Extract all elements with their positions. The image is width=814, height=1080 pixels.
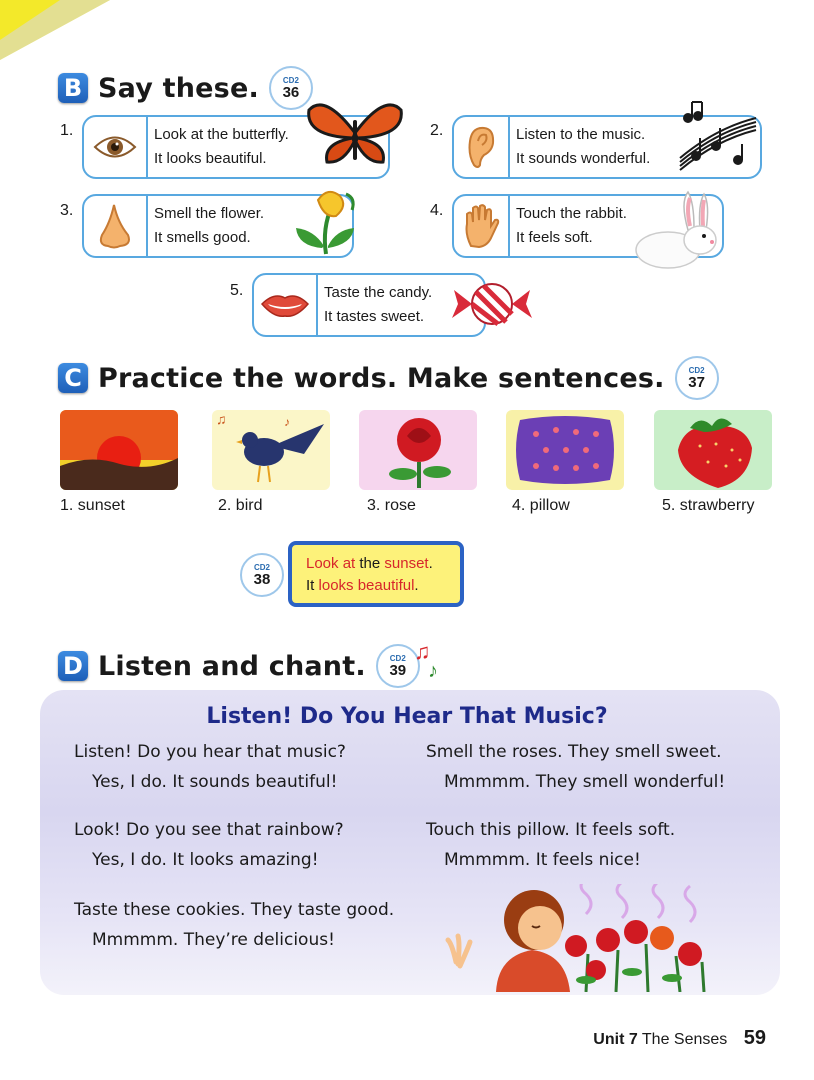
chant-line: Mmmmm. They smell wonderful! [444, 772, 726, 792]
section-d-title: Listen and chant. [98, 650, 366, 682]
say-item-2: Listen to the music. It sounds wonderful. [452, 115, 762, 179]
music-notes-icon [414, 637, 448, 681]
section-b-header [58, 66, 313, 110]
word-caption: 3. rose [367, 497, 416, 514]
section-c-letter: C [58, 363, 88, 393]
section-d-letter: D [58, 651, 88, 681]
chant-line: Mmmmm. It feels nice! [444, 850, 641, 870]
say-item-1: Look at the butterfly. It looks beautiful. [82, 115, 390, 179]
svg-text:♫: ♫ [216, 411, 227, 427]
chant-line: Yes, I do. It looks amazing! [92, 850, 319, 870]
bird-image [212, 410, 330, 490]
section-b-title: Say these. [98, 72, 259, 104]
cd-track-badge[interactable]: CD2 36 [269, 66, 313, 110]
chant-line: Listen! Do you hear that music? [74, 742, 346, 762]
rose-image [359, 410, 477, 490]
section-d-header [58, 639, 448, 688]
chant-line: Smell the roses. They smell sweet. [426, 742, 722, 762]
say-item-5: Taste the candy. It tastes sweet. [252, 273, 486, 337]
cd-track-badge[interactable]: CD2 38 [240, 553, 284, 597]
pillow-image [506, 410, 624, 490]
word-caption: 2. bird [218, 497, 263, 514]
item-number: 3. [60, 202, 74, 219]
chant-line: Mmmmm. They’re delicious! [92, 930, 335, 950]
page-footer [593, 1027, 766, 1050]
cd-track-badge[interactable]: CD2 39 [376, 644, 420, 688]
say-item-4: Touch the rabbit. It feels soft. [452, 194, 724, 258]
section-c-header [58, 356, 719, 400]
ear-icon [466, 125, 496, 169]
section-c-title: Practice the words. Make sentences. [98, 362, 665, 394]
flower-image [292, 188, 358, 256]
eye-icon [93, 132, 137, 162]
section-b-letter: B [58, 73, 88, 103]
svg-text:♫: ♫ [413, 639, 431, 664]
cd-track-badge[interactable]: CD2 37 [675, 356, 719, 400]
chant-line: Taste these cookies. They taste good. [74, 900, 395, 920]
model-sentence-box: Look at the sunset. It looks beautiful. [288, 541, 464, 607]
item-number: 2. [430, 122, 444, 139]
svg-text:♪: ♪ [284, 415, 290, 429]
svg-text:♪: ♪ [427, 660, 438, 681]
unit-label: Unit 7 [593, 1031, 638, 1048]
girl-smelling-roses-image [436, 884, 736, 992]
rabbit-image [632, 188, 724, 270]
chant-line: Yes, I do. It sounds beautiful! [92, 772, 338, 792]
chant-title: Listen! Do You Hear That Music? [206, 704, 608, 729]
unit-topic: The Senses [641, 1031, 728, 1048]
item-number: 1. [60, 122, 74, 139]
word-caption: 5. strawberry [662, 497, 755, 514]
mouth-icon [260, 292, 310, 318]
chant-line: Look! Do you see that rainbow? [74, 820, 344, 840]
music-notes-image [676, 98, 758, 176]
nose-icon [98, 203, 132, 249]
strawberry-image [654, 410, 772, 490]
corner-tab-decoration [0, 0, 110, 60]
word-caption: 4. pillow [512, 497, 570, 514]
word-caption: 1. sunset [60, 497, 125, 514]
item-number: 4. [430, 202, 444, 219]
chant-line: Touch this pillow. It feels soft. [426, 820, 676, 840]
sunset-image [60, 410, 178, 490]
item-number: 5. [230, 282, 244, 299]
page-number: 59 [743, 1027, 766, 1049]
candy-image [450, 278, 534, 330]
hand-icon [461, 204, 501, 248]
butterfly-image [305, 98, 405, 168]
say-item-3: Smell the flower. It smells good. [82, 194, 354, 258]
